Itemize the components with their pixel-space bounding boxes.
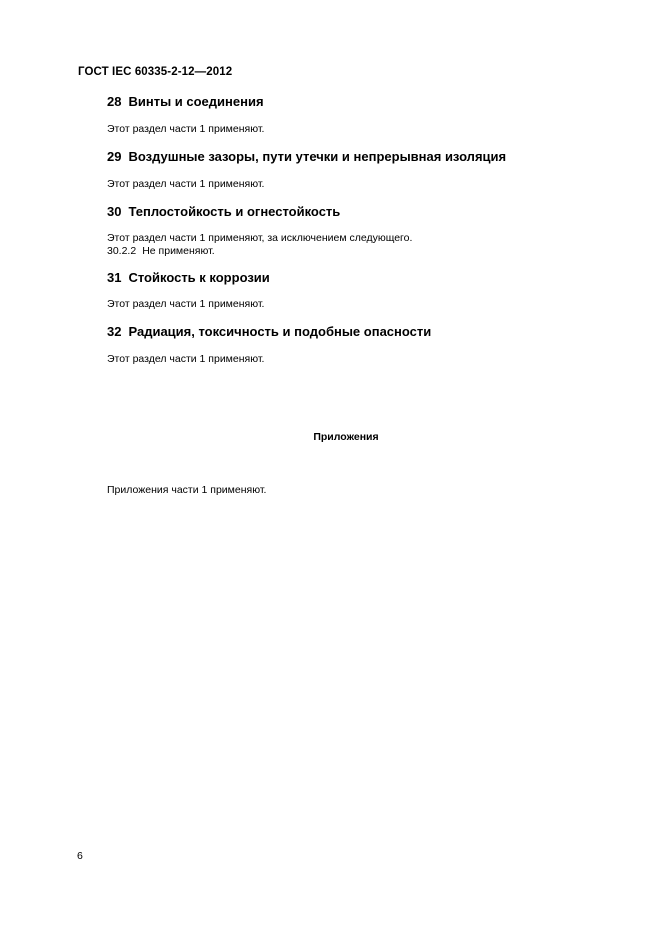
section-title: Теплостойкость и огнестойкость — [128, 204, 341, 219]
section-30-heading — [107, 204, 340, 219]
section-32-heading — [107, 324, 431, 339]
section-32-text: Этот раздел части 1 применяют. — [107, 353, 265, 365]
section-title: Стойкость к коррозии — [128, 270, 270, 285]
section-28-heading — [107, 94, 264, 109]
section-31-heading — [107, 270, 270, 285]
annexes-text: Приложения части 1 применяют. — [107, 484, 267, 496]
section-29-heading — [107, 149, 506, 164]
section-number: 28 — [107, 94, 122, 109]
section-number: 30 — [107, 204, 122, 219]
clause-number: 30.2.2 — [107, 245, 137, 257]
section-title: Винты и соединения — [128, 94, 264, 109]
section-number: 31 — [107, 270, 122, 285]
document-header: ГОСТ IEC 60335-2-12—2012 — [78, 66, 233, 78]
annexes-title: Приложения — [313, 431, 379, 443]
section-29-text: Этот раздел части 1 применяют. — [107, 178, 265, 190]
page-number: 6 — [77, 850, 83, 862]
clause-30-2-2 — [107, 245, 215, 257]
section-title: Воздушные зазоры, пути утечки и непрерывная изоляция — [128, 149, 507, 164]
section-28-text: Этот раздел части 1 применяют. — [107, 123, 265, 135]
clause-text: Не применяют. — [142, 245, 215, 257]
section-number: 29 — [107, 149, 122, 164]
section-number: 32 — [107, 324, 122, 339]
section-title: Радиация, токсичность и подобные опасности — [128, 324, 432, 339]
section-31-text: Этот раздел части 1 применяют. — [107, 298, 265, 310]
section-30-text: Этот раздел части 1 применяют, за исключением следующего. — [107, 232, 413, 244]
